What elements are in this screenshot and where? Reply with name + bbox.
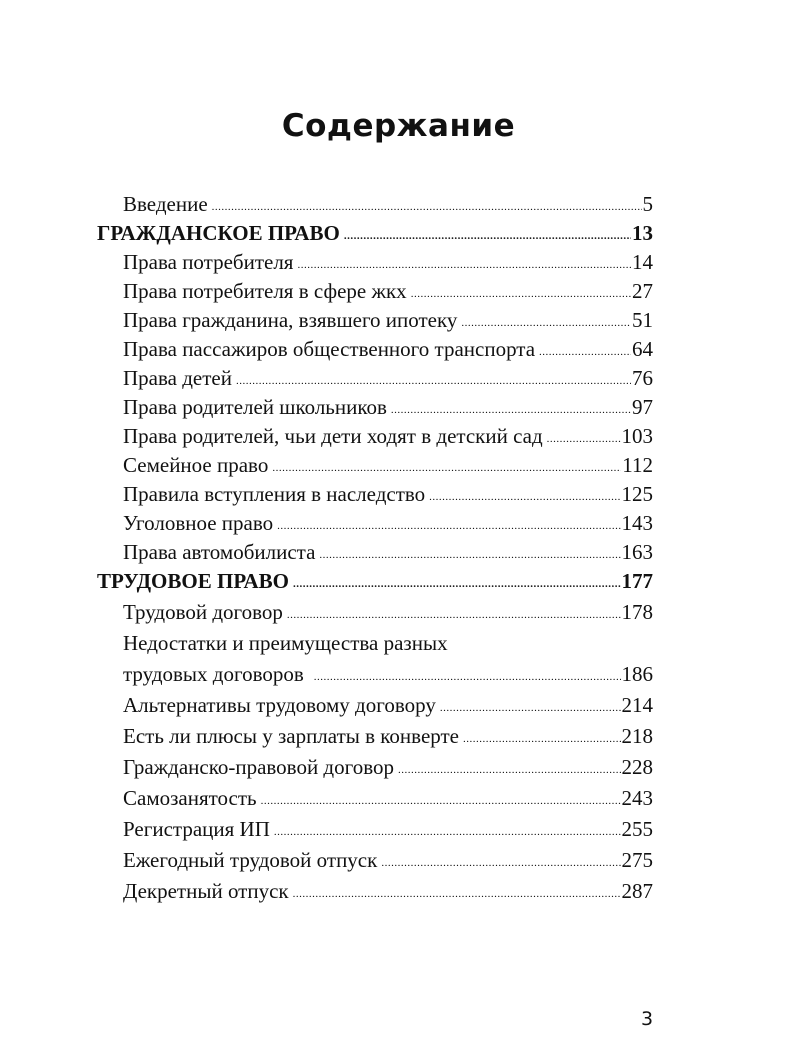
toc-entry[interactable] [97,538,653,567]
toc-entry-page: 178 [621,600,653,624]
toc-entry-title: Права родителей школьников [123,395,387,419]
toc-entry[interactable] [97,306,653,335]
toc-entry[interactable] [97,752,653,783]
dot-leader [261,786,621,817]
toc-entry-title: Права потребителя [123,250,294,274]
toc-entry-title: Уголовное право [123,511,274,535]
toc-entry-title: Декретный отпуск [123,879,289,903]
toc-section-title: ТРУДОВОЕ ПРАВО [97,569,289,593]
dot-leader [463,724,621,755]
toc-section-civil[interactable] [97,219,653,248]
toc-entry-title: Введение [123,192,208,216]
toc-entry-title: Гражданско-правовой договор [123,755,394,779]
toc-entry-page: 218 [621,724,653,748]
toc-entry-title: Права автомобилиста [123,540,316,564]
toc-section-page: 177 [621,569,653,593]
toc-entry-title: Правила вступления в наследство [123,482,426,506]
dot-leader [272,454,621,483]
dot-leader [547,425,621,454]
toc-entry[interactable] [97,451,653,480]
toc-entry-title: Трудовой договор [123,600,283,624]
toc-entry-title: Права пассажиров общественного транспорта [123,337,536,361]
dot-leader [293,879,621,910]
dot-leader [381,848,620,879]
toc-entry-title-line2: трудовых договоров [123,662,304,686]
toc-entry-page: 143 [621,511,653,535]
dot-leader [319,541,620,570]
toc-entry-page: 255 [621,817,653,841]
toc-section-labor[interactable] [97,567,653,596]
dot-leader [277,512,620,541]
toc-entry-page: 275 [621,848,653,872]
toc-entry[interactable] [97,509,653,538]
toc-entry-title: Права потребителя в сфере жкх [123,279,407,303]
dot-leader [411,280,631,309]
dot-leader [287,600,621,631]
toc-entry-page: 186 [621,662,653,686]
dot-leader [440,693,621,724]
toc-entry[interactable] [97,721,653,752]
toc-entry[interactable] [97,364,653,393]
toc-entry-title: Ежегодный трудовой отпуск [123,848,378,872]
toc-entry-multiline-end[interactable] [97,659,653,690]
dot-leader [314,662,621,693]
page-number: 3 [641,1008,654,1030]
dot-leader [539,338,631,367]
toc-section-title: ГРАЖДАНСКОЕ ПРАВО [97,221,340,245]
toc-entry[interactable] [97,845,653,876]
toc-entry-title: Права детей [123,366,232,390]
toc-entry-page: 76 [632,366,653,390]
dot-leader [274,817,621,848]
table-of-contents [97,190,653,907]
toc-entry[interactable] [97,277,653,306]
page-title: Содержание [281,108,516,144]
toc-entry[interactable] [97,597,653,628]
toc-entry-title: Самозанятость [123,786,257,810]
toc-entry[interactable] [97,480,653,509]
toc-entry-page: 64 [632,337,653,361]
toc-entry[interactable] [97,814,653,845]
toc-entry-title: Альтернативы трудовому договору [123,693,436,717]
toc-entry-multiline[interactable] [97,628,653,659]
toc-entry[interactable] [97,248,653,277]
toc-entry[interactable] [97,393,653,422]
toc-section-page: 13 [632,221,653,245]
toc-entry-title-line1: Недостатки и преимущества разных [123,631,448,655]
toc-entry-title: Права гражданина, взявшего ипотеку [123,308,458,332]
toc-entry-page: 228 [621,755,653,779]
toc-entry-intro[interactable] [97,190,653,219]
dot-leader [293,570,621,599]
dot-leader [344,222,631,251]
toc-entry-page: 51 [632,308,653,332]
toc-entry-title: Семейное право [123,453,269,477]
toc-entry-page: 14 [632,250,653,274]
dot-leader [429,483,620,512]
toc-entry-page: 163 [621,540,653,564]
toc-entry-title: Есть ли плюсы у зарплаты в конверте [123,724,459,748]
dot-leader [212,193,642,222]
dot-leader [398,755,621,786]
toc-entry-page: 5 [642,192,653,216]
dot-leader [236,367,631,396]
toc-entry-page: 103 [621,424,653,448]
toc-entry[interactable] [97,876,653,907]
toc-entry-page: 125 [621,482,653,506]
toc-entry-title: Права родителей, чьи дети ходят в детский сад [123,424,543,448]
toc-entry[interactable] [97,690,653,721]
toc-entry-title: Регистрация ИП [123,817,270,841]
toc-entry-page: 214 [621,693,653,717]
toc-entry[interactable] [97,783,653,814]
toc-entry[interactable] [97,422,653,451]
dot-leader [391,396,631,425]
toc-entry-page: 287 [621,879,653,903]
toc-entry[interactable] [97,335,653,364]
dot-leader [297,251,631,280]
toc-entry-page: 112 [622,453,653,477]
toc-entry-page: 243 [621,786,653,810]
dot-leader [461,309,631,338]
toc-entry-page: 27 [632,279,653,303]
toc-entry-page: 97 [632,395,653,419]
